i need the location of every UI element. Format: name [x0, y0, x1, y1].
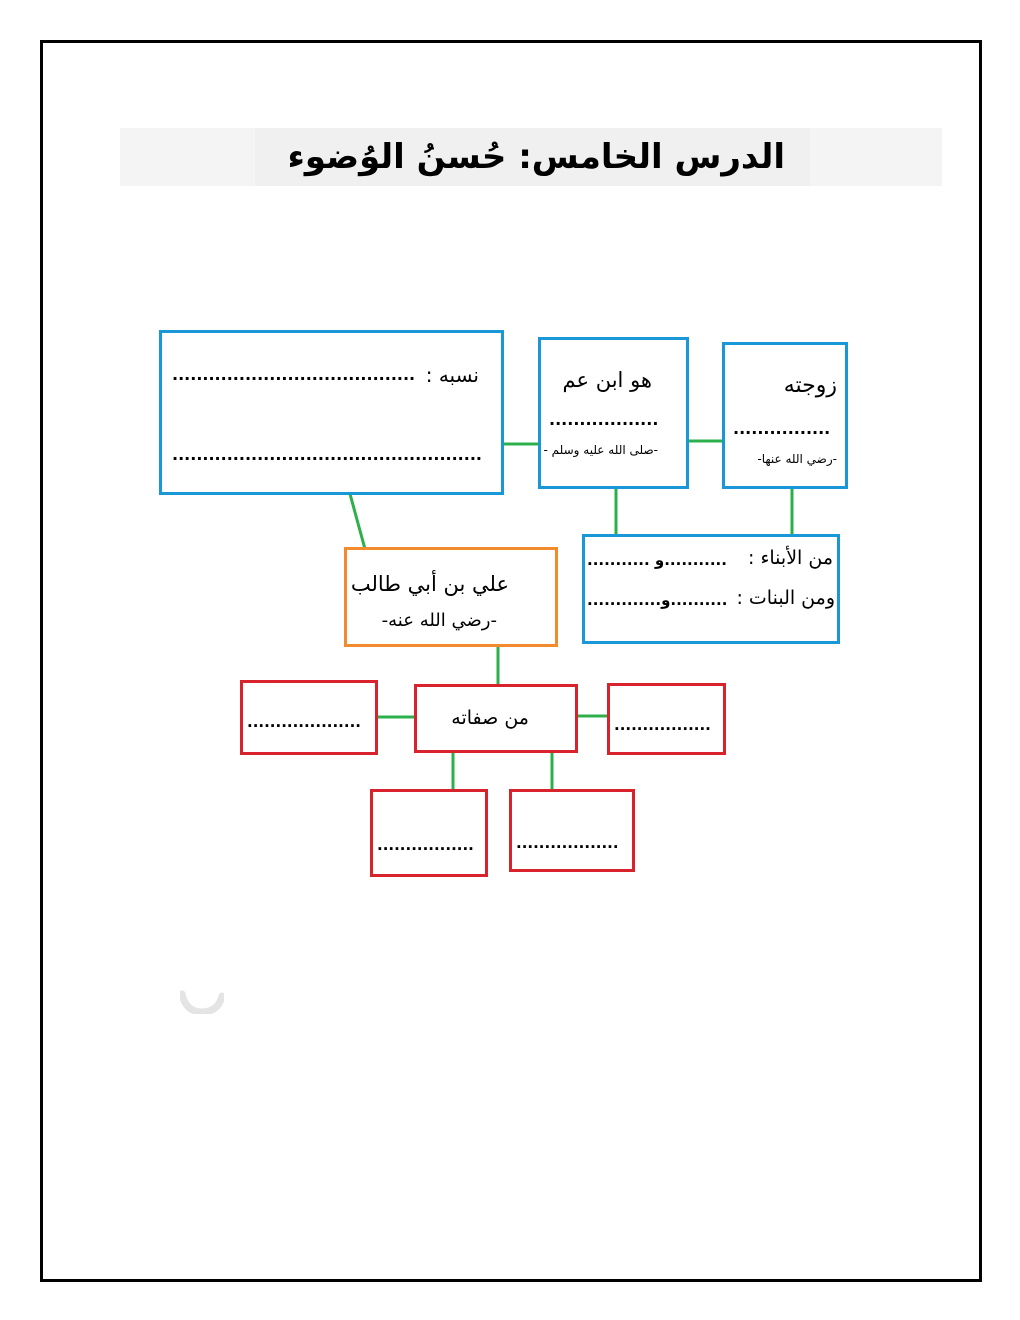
traits-box	[414, 684, 578, 753]
trait-blank-left: ....................	[247, 713, 361, 731]
center-box	[344, 547, 558, 647]
cousin-honorific: -صلى الله عليه وسلم -	[543, 443, 658, 457]
lineage-blank-1: ........................................	[172, 365, 416, 384]
traits-label: من صفاته	[451, 707, 529, 729]
daughters-label: ومن البنات :	[736, 587, 835, 609]
trait-blank-bottom-left: .................	[377, 836, 474, 854]
faint-curve-mark	[180, 990, 224, 1014]
trait-blank-bottom-right: ..................	[516, 834, 619, 852]
trait-box-bottom-left	[370, 789, 488, 877]
children-box	[582, 534, 840, 644]
cousin-label: هو ابن عم	[562, 368, 652, 392]
sons-blanks: ........... و...........	[587, 551, 727, 569]
trait-box-left	[240, 680, 378, 755]
trait-blank-right: .................	[614, 716, 711, 734]
center-honorific: -رضي الله عنه-	[381, 610, 497, 631]
lineage-label: نسبه :	[425, 363, 479, 387]
lineage-box	[159, 330, 504, 495]
daughters-blanks: .............و..........	[587, 591, 728, 609]
page-title: الدرس الخامس: حُسنُ الوُضوء	[287, 137, 785, 177]
cousin-blank: ..................	[549, 410, 659, 429]
trait-box-right	[607, 683, 726, 755]
trait-box-bottom-right	[509, 789, 635, 872]
wife-label: زوجته	[783, 373, 837, 398]
lineage-blank-2: ...................................................	[172, 445, 482, 464]
center-name: علي بن أبي طالب	[350, 572, 509, 596]
wife-blank: ................	[733, 419, 831, 438]
cousin-box	[538, 337, 689, 489]
wife-box	[722, 342, 848, 489]
wife-honorific: -رضي الله عنها-	[757, 452, 837, 466]
connector-lineage-center	[350, 494, 365, 549]
sons-label: من الأبناء :	[748, 547, 833, 569]
